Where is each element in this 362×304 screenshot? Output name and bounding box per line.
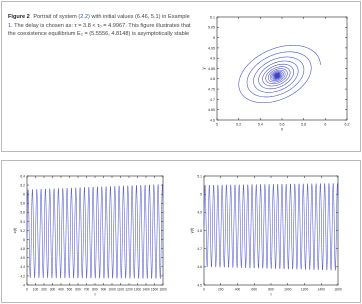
y-tick-label: 4.5 [197,283,202,288]
x-tick-label: 500 [66,287,73,292]
x-tick-label: 1200 [300,287,309,292]
x-tick-label: 5.6 [279,122,285,127]
x-tick-label: 5.8 [301,122,307,127]
x-tick-label: 700 [83,287,90,292]
y-time-series-chart [189,174,342,297]
y-tick-label: 4.8 [210,77,215,82]
x-tick-label: 6 [324,122,327,127]
time-series-line [27,184,163,278]
x-tick-label: 100 [32,287,39,292]
y-tick-label: 4.7 [210,97,215,102]
y-tick-label: 4.6 [197,265,202,270]
x-tick-label: 1300 [133,287,142,292]
x-tick-label: 1000 [108,287,116,292]
x-tick-label: 400 [234,287,241,292]
figure-label: Figure 2 [8,14,30,20]
y-tick-label: 5 [213,36,215,40]
y-tick-label: 5.05 [208,25,215,30]
y-axis-label: y(t) [189,227,194,234]
caption-text-1: Portrait of system [33,14,79,20]
x-tick-label: 200 [217,287,224,292]
y-tick-label: 5.4 [20,219,25,224]
y-tick-label: 4.95 [208,46,215,51]
x-tick-label: 1400 [142,287,150,292]
x-tick-label: 600 [251,287,258,292]
phase-trajectory [239,45,321,102]
x-tick-label: 800 [268,287,274,292]
x-tick-label: 5 [216,122,218,127]
equilibrium-point [276,74,279,77]
equation-link[interactable]: (2.2) [78,14,90,20]
y-tick-label: 4.75 [208,87,215,92]
y-tick-label: 4.6 [210,118,215,123]
y-tick-label: 4.2 [20,274,25,279]
x-tick-label: 900 [100,287,107,292]
x-tick-label: 0 [203,287,205,292]
y-tick-label: 5.8 [20,201,25,206]
time-series-line [204,183,338,270]
figure-caption [8,13,194,39]
y-tick-label: 4.65 [208,108,215,113]
x-tick-label: 0 [26,287,28,292]
y-tick-label: 4.6 [20,256,25,261]
x-tick-label: 1600 [334,287,342,292]
y-tick-label: 5.1 [210,15,215,20]
y-tick-label: 5.1 [197,174,202,179]
y-tick-label: 4.4 [20,265,25,270]
x-tick-label: 6.2 [344,122,350,127]
y-tick-label: 5 [200,192,202,197]
x-tick-label: 1400 [317,287,325,292]
x-time-series-chart [12,174,167,297]
x-tick-label: 5.2 [236,122,242,127]
y-tick-label: 5 [23,237,25,242]
y-tick-label: 6.4 [20,174,25,179]
x-tick-label: 300 [49,287,56,292]
x-axis-label: x [280,126,284,132]
x-tick-label: 1500 [150,287,159,292]
y-tick-label: 4.8 [20,247,25,252]
example-link[interactable]: 1 [8,22,12,29]
y-tick-label: 4 [23,283,25,288]
x-tick-label: 5.4 [257,122,263,127]
x-axis-label: t [94,291,96,297]
x-tick-label: 400 [58,287,64,292]
y-tick-label: 6.2 [20,183,25,188]
x-tick-label: 1000 [284,287,292,292]
y-tick-label: 5.6 [20,210,25,215]
x-axis-label: t [270,291,272,297]
y-tick-label: 4.8 [197,228,202,233]
x-tick-label: 600 [75,287,81,292]
caption-text-3: . The delay is chosen as: τ = 3.8 < τ₀ = 4.9967. This figure illustrates that the coexistence equilibrium E₂ = (5.5556, 4.8148) is asymptotically stable [8,22,191,38]
y-tick-label: 5.2 [20,228,25,233]
x-tick-label: 800 [92,287,98,292]
phase-portrait-chart [201,15,350,132]
y-tick-label: 4.85 [208,66,215,71]
x-tick-label: 1100 [116,287,125,292]
y-axis-label: y [201,67,206,70]
y-tick-label: 4.9 [210,56,215,61]
y-tick-label: 6 [23,192,25,197]
y-tick-label: 4.7 [197,247,202,252]
caption-text-2: with initial values (6.46, 5.1) in Example [89,14,190,20]
x-tick-label: 1200 [125,287,133,292]
x-tick-label: 1600 [159,287,167,292]
y-tick-label: 4.9 [197,210,202,215]
y-axis-label: x(t) [12,227,17,234]
x-tick-label: 200 [41,287,47,292]
